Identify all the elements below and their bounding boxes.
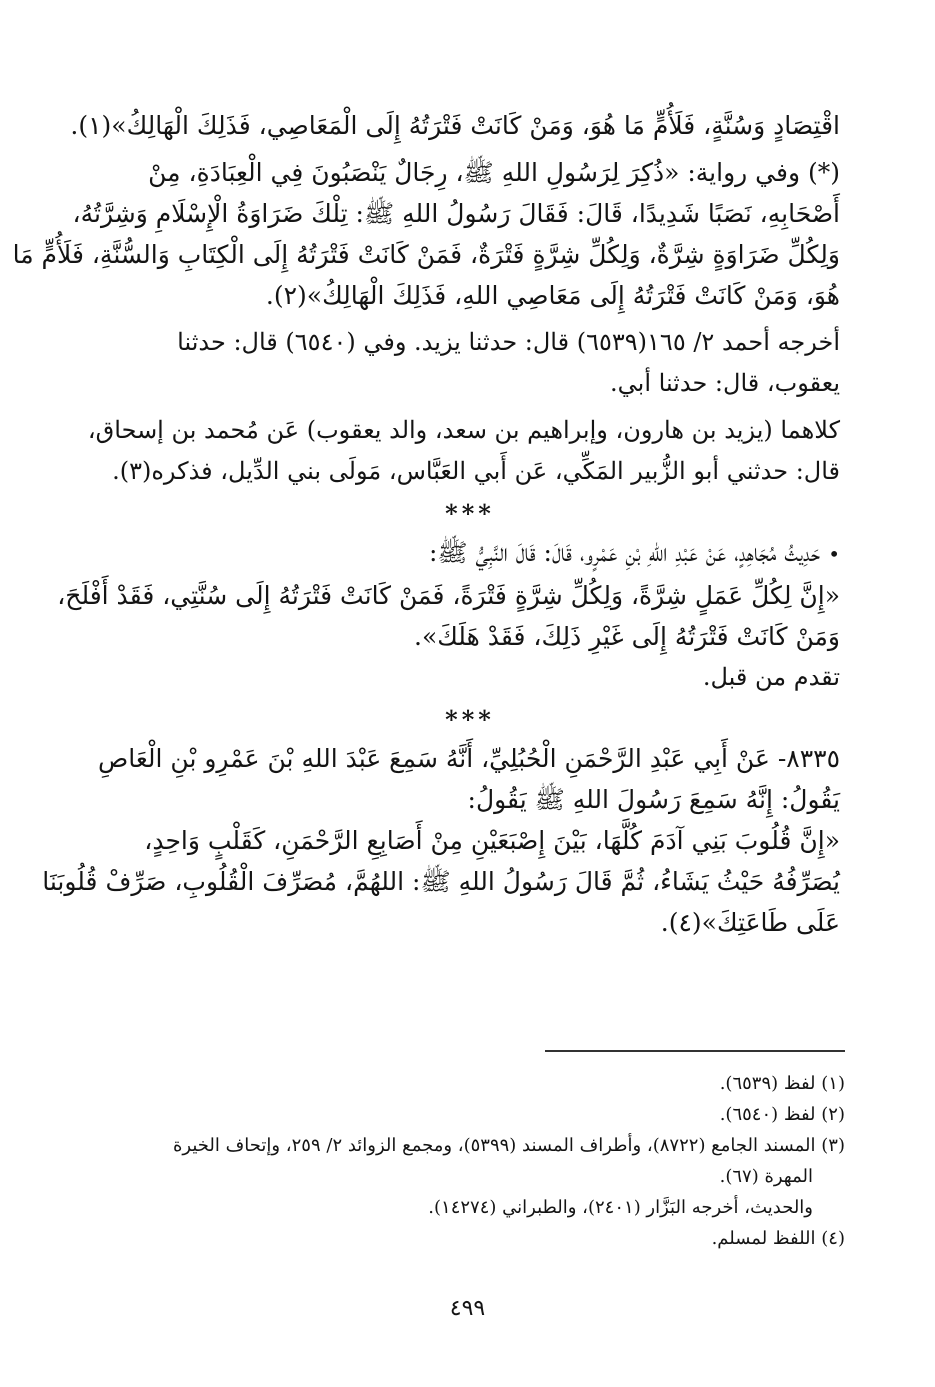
text-line: هُوَ، وَمَنْ كَانَتْ فَتْرَتُهُ إِلَى مَعَاصِي اللهِ، فَذَلِكَ الْهَالِكُ»(٢). [265, 281, 840, 310]
footnote-separator [545, 1050, 845, 1052]
text-line: يَقُولُ: إِنَّهُ سَمِعَ رَسُولَ اللهِ ﷺ يَقُولُ: [467, 785, 840, 814]
cross-reference-note: تقدم من قبل. [702, 663, 840, 691]
text-line: يعقوب، قال: حدثنا أبي. [610, 369, 840, 397]
hadith-mujahid [57, 532, 840, 698]
text-line: وَمَنْ كَانَتْ فَتْرَتُهُ إِلَى غَيْرِ ذَلِكَ، فَقَدْ هَلَكَ». [414, 622, 840, 651]
top-paragraph [70, 105, 840, 146]
footnote-3-continued: المهرة (٦٧). [719, 1166, 813, 1187]
page-body [12, 105, 840, 949]
variant-paragraph [12, 152, 840, 316]
footnote-3-hadith: والحديث، أخرجه البَزَّار (٢٤٠١)، والطبراني (١٤٢٧٤). [428, 1197, 813, 1218]
text-line: أخرجه أحمد ٢/ ١٦٥(٦٥٣٩) قال: حدثنا يزيد. وفي (٦٥٤٠) قال: حدثنا [177, 328, 840, 356]
footnote-2: (٢) لفظ (٦٥٤٠). [719, 1104, 845, 1125]
text-line: قال: حدثني أبو الزُّبير المَكِّي، عَن أَبي العَبَّاس، مَولَى بني الدِّيل، فذكره(٣). [112, 457, 840, 485]
page-number: ٤٩٩ [449, 1296, 486, 1321]
hadith-8335 [42, 738, 840, 943]
text-line: كلاهما (يزيد بن هارون، وإبراهيم بن سعد، والد يعقوب) عَن مُحمد بن إسحاق، [87, 416, 840, 444]
text-line: «إِنَّ لِكُلِّ عَمَلٍ شِرَّةً، وَلِكُلِّ شِرَّةٍ فَتْرَةً، فَمَنْ كَانَتْ فَتْرَتُهُ إِلَى سُنَّتِي، فَقَدْ أَفْلَحَ، [57, 581, 840, 610]
bullet-icon: • [828, 542, 840, 566]
text-line: «إِنَّ قُلُوبَ بَنِي آدَمَ كُلَّهَا، بَيْنَ إِصْبَعَيْنِ مِنْ أَصَابِعِ الرَّحْمَنِ، كَقَلْبٍ وَاحِدٍ، [144, 826, 840, 855]
text-line: أَصْحَابِهِ، نَصَبًا شَدِيدًا، قَالَ: فَقَالَ رَسُولُ اللهِ ﷺ: تِلْكَ ضَرَاوَةُ الْإِسْلَامِ وَشِرَّتُهُ، [72, 199, 840, 228]
footnote-4: (٤) اللفظ لمسلم. [711, 1228, 845, 1249]
hadith-heading: حَدِيثُ مُجَاهِدٍ، عَنْ عَبْدِ اللهِ بْنِ عَمْرٍو، قَالَ: قَالَ النَّبِيُّ ﷺ: [428, 538, 821, 567]
text-line: عَلَى طَاعَتِكَ»(٤). [660, 908, 840, 937]
footnote-1: (١) لفظ (٦٥٣٩). [719, 1073, 845, 1094]
text-line: وَلِكُلِّ ضَرَاوَةٍ شِرَّةٌ، وَلِكُلِّ شِرَّةٍ فَتْرَةٌ، فَمَنْ كَانَتْ فَتْرَتُهُ إِلَى الْكِتَابِ وَالسُّنَّةِ، فَلَأُمٍّ مَا [12, 240, 840, 269]
footnote-3: (٣) المسند الجامع (٨٧٢٢)، وأطراف المسند (٥٣٩٩)، ومجمع الزوائد ٢/ ٢٥٩، وإتحاف الخيرة [173, 1135, 845, 1156]
section-divider-stars: *** [445, 705, 495, 734]
takhrij-paragraph [100, 322, 840, 404]
text-line [100, 532, 840, 575]
section-divider-stars: *** [445, 499, 495, 528]
text-line: اقْتِصَادٍ وَسُنَّةٍ، فَلَأُمٍّ مَا هُوَ، وَمَنْ كَانَتْ فَتْرَتُهُ إِلَى الْمَعَاصِي، فَذَلِكَ الْهَالِكُ»(١). [70, 111, 840, 140]
text-line: (*) وفي رواية: «ذُكِرَ لِرَسُولِ اللهِ ﷺ، رِجَالٌ يَنْصَبُونَ فِي الْعِبَادَةِ، مِنْ [148, 158, 840, 187]
text-line: يُصَرِّفُهُ حَيْثُ يَشَاءُ، ثُمَّ قَالَ رَسُولُ اللهِ ﷺ: اللهُمَّ، مُصَرِّفَ الْقُلُوبِ، صَرِّفْ قُلُوبَنَا [42, 867, 840, 896]
isnad-paragraph [87, 410, 840, 492]
text-line: ٨٣٣٥- عَنْ أَبِي عَبْدِ الرَّحْمَنِ الْحُبُلِيِّ، أَنَّهُ سَمِعَ عَبْدَ اللهِ بْنَ عَمْرِو بْنِ الْعَاصِ [98, 744, 840, 773]
footnotes [100, 1068, 845, 1254]
